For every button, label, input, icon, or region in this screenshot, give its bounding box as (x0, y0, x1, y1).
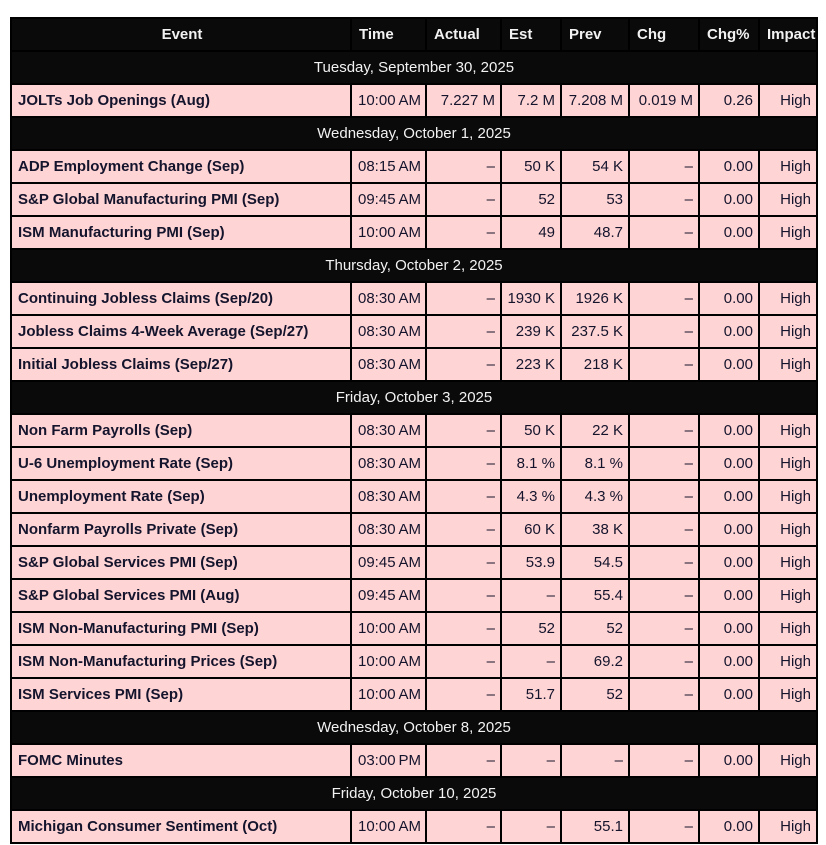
chg-cell: – (629, 216, 699, 249)
time-cell: 10:00 AM (351, 612, 426, 645)
table-row (11, 513, 817, 546)
chg-cell: – (629, 579, 699, 612)
prev-cell: 4.3 % (561, 480, 629, 513)
date-label: Wednesday, October 8, 2025 (11, 711, 817, 744)
impact-cell: High (759, 612, 817, 645)
chg-pct-cell: 0.00 (699, 744, 759, 777)
actual-cell: – (426, 414, 501, 447)
prev-cell: 52 (561, 678, 629, 711)
date-row (11, 381, 817, 414)
header-impact: Impact (759, 18, 817, 51)
date-label: Friday, October 3, 2025 (11, 381, 817, 414)
chg-pct-cell: 0.00 (699, 513, 759, 546)
table-row (11, 282, 817, 315)
prev-cell: 52 (561, 612, 629, 645)
chg-pct-cell: 0.00 (699, 150, 759, 183)
date-row (11, 117, 817, 150)
actual-cell: – (426, 282, 501, 315)
event-cell: Nonfarm Payrolls Private (Sep) (11, 513, 351, 546)
chg-cell: – (629, 447, 699, 480)
prev-cell: 38 K (561, 513, 629, 546)
est-cell: – (501, 744, 561, 777)
chg-pct-cell: 0.00 (699, 348, 759, 381)
impact-cell: High (759, 216, 817, 249)
est-cell: – (501, 645, 561, 678)
chg-pct-cell: 0.00 (699, 579, 759, 612)
est-cell: 51.7 (501, 678, 561, 711)
chg-pct-cell: 0.00 (699, 414, 759, 447)
chg-pct-cell: 0.00 (699, 282, 759, 315)
economic-calendar-table (10, 17, 818, 844)
chg-cell: – (629, 645, 699, 678)
est-cell: 1930 K (501, 282, 561, 315)
prev-cell: 54.5 (561, 546, 629, 579)
prev-cell: 237.5 K (561, 315, 629, 348)
time-cell: 09:45 AM (351, 579, 426, 612)
event-cell: JOLTs Job Openings (Aug) (11, 84, 351, 117)
impact-cell: High (759, 315, 817, 348)
header-chgpct: Chg% (699, 18, 759, 51)
time-cell: 03:00 PM (351, 744, 426, 777)
prev-cell: 48.7 (561, 216, 629, 249)
impact-cell: High (759, 744, 817, 777)
prev-cell: 22 K (561, 414, 629, 447)
chg-cell: – (629, 183, 699, 216)
header-chg: Chg (629, 18, 699, 51)
table-row (11, 612, 817, 645)
chg-pct-cell: 0.00 (699, 678, 759, 711)
chg-cell: – (629, 348, 699, 381)
table-row (11, 546, 817, 579)
time-cell: 08:30 AM (351, 447, 426, 480)
impact-cell: High (759, 282, 817, 315)
time-cell: 10:00 AM (351, 810, 426, 843)
impact-cell: High (759, 150, 817, 183)
actual-cell: – (426, 744, 501, 777)
table-row (11, 84, 817, 117)
date-label: Thursday, October 2, 2025 (11, 249, 817, 282)
time-cell: 10:00 AM (351, 678, 426, 711)
time-cell: 09:45 AM (351, 546, 426, 579)
actual-cell: – (426, 579, 501, 612)
header-actual: Actual (426, 18, 501, 51)
actual-cell: – (426, 678, 501, 711)
table-row (11, 678, 817, 711)
event-cell: ISM Non-Manufacturing PMI (Sep) (11, 612, 351, 645)
event-cell: S&P Global Services PMI (Sep) (11, 546, 351, 579)
est-cell: 239 K (501, 315, 561, 348)
impact-cell: High (759, 579, 817, 612)
date-label: Wednesday, October 1, 2025 (11, 117, 817, 150)
impact-cell: High (759, 513, 817, 546)
table-row (11, 579, 817, 612)
table-row (11, 645, 817, 678)
event-cell: Non Farm Payrolls (Sep) (11, 414, 351, 447)
prev-cell: 53 (561, 183, 629, 216)
actual-cell: – (426, 183, 501, 216)
time-cell: 08:30 AM (351, 480, 426, 513)
est-cell: 223 K (501, 348, 561, 381)
impact-cell: High (759, 480, 817, 513)
event-cell: Continuing Jobless Claims (Sep/20) (11, 282, 351, 315)
impact-cell: High (759, 678, 817, 711)
est-cell: 52 (501, 612, 561, 645)
table-row (11, 480, 817, 513)
impact-cell: High (759, 810, 817, 843)
time-cell: 10:00 AM (351, 216, 426, 249)
event-cell: S&P Global Services PMI (Aug) (11, 579, 351, 612)
header-est: Est (501, 18, 561, 51)
actual-cell: – (426, 315, 501, 348)
impact-cell: High (759, 414, 817, 447)
prev-cell: 69.2 (561, 645, 629, 678)
impact-cell: High (759, 183, 817, 216)
time-cell: 08:30 AM (351, 513, 426, 546)
est-cell: 8.1 % (501, 447, 561, 480)
prev-cell: 218 K (561, 348, 629, 381)
table-row (11, 414, 817, 447)
est-cell: – (501, 810, 561, 843)
chg-pct-cell: 0.00 (699, 612, 759, 645)
time-cell: 08:30 AM (351, 348, 426, 381)
actual-cell: – (426, 546, 501, 579)
prev-cell: 54 K (561, 150, 629, 183)
table-row (11, 315, 817, 348)
time-cell: 08:15 AM (351, 150, 426, 183)
prev-cell: – (561, 744, 629, 777)
chg-cell: – (629, 315, 699, 348)
chg-cell: 0.019 M (629, 84, 699, 117)
est-cell: 60 K (501, 513, 561, 546)
chg-pct-cell: 0.00 (699, 216, 759, 249)
event-cell: Unemployment Rate (Sep) (11, 480, 351, 513)
event-cell: ADP Employment Change (Sep) (11, 150, 351, 183)
event-cell: ISM Manufacturing PMI (Sep) (11, 216, 351, 249)
chg-cell: – (629, 282, 699, 315)
table-row (11, 744, 817, 777)
table-row (11, 447, 817, 480)
chg-pct-cell: 0.00 (699, 480, 759, 513)
chg-cell: – (629, 810, 699, 843)
chg-cell: – (629, 414, 699, 447)
est-cell: 50 K (501, 150, 561, 183)
est-cell: 53.9 (501, 546, 561, 579)
date-label: Friday, October 10, 2025 (11, 777, 817, 810)
chg-pct-cell: 0.00 (699, 447, 759, 480)
date-row (11, 777, 817, 810)
actual-cell: – (426, 216, 501, 249)
chg-cell: – (629, 744, 699, 777)
actual-cell: – (426, 348, 501, 381)
header-row (11, 18, 817, 51)
chg-pct-cell: 0.00 (699, 810, 759, 843)
event-cell: S&P Global Manufacturing PMI (Sep) (11, 183, 351, 216)
actual-cell: – (426, 447, 501, 480)
actual-cell: – (426, 513, 501, 546)
chg-cell: – (629, 678, 699, 711)
time-cell: 10:00 AM (351, 645, 426, 678)
table-row (11, 150, 817, 183)
table-row (11, 348, 817, 381)
header-time: Time (351, 18, 426, 51)
impact-cell: High (759, 546, 817, 579)
table-row (11, 810, 817, 843)
prev-cell: 1926 K (561, 282, 629, 315)
impact-cell: High (759, 645, 817, 678)
time-cell: 09:45 AM (351, 183, 426, 216)
impact-cell: High (759, 447, 817, 480)
chg-cell: – (629, 546, 699, 579)
date-row (11, 249, 817, 282)
chg-pct-cell: 0.26 (699, 84, 759, 117)
prev-cell: 8.1 % (561, 447, 629, 480)
impact-cell: High (759, 84, 817, 117)
actual-cell: 7.227 M (426, 84, 501, 117)
actual-cell: – (426, 612, 501, 645)
chg-pct-cell: 0.00 (699, 645, 759, 678)
chg-cell: – (629, 150, 699, 183)
impact-cell: High (759, 348, 817, 381)
event-cell: U-6 Unemployment Rate (Sep) (11, 447, 351, 480)
est-cell: 50 K (501, 414, 561, 447)
prev-cell: 7.208 M (561, 84, 629, 117)
table-row (11, 183, 817, 216)
header-prev: Prev (561, 18, 629, 51)
time-cell: 08:30 AM (351, 414, 426, 447)
time-cell: 08:30 AM (351, 315, 426, 348)
actual-cell: – (426, 150, 501, 183)
chg-pct-cell: 0.00 (699, 546, 759, 579)
actual-cell: – (426, 645, 501, 678)
est-cell: 49 (501, 216, 561, 249)
header-event: Event (11, 18, 351, 51)
event-cell: ISM Non-Manufacturing Prices (Sep) (11, 645, 351, 678)
chg-pct-cell: 0.00 (699, 315, 759, 348)
event-cell: Initial Jobless Claims (Sep/27) (11, 348, 351, 381)
actual-cell: – (426, 810, 501, 843)
time-cell: 08:30 AM (351, 282, 426, 315)
event-cell: ISM Services PMI (Sep) (11, 678, 351, 711)
chg-cell: – (629, 612, 699, 645)
date-label: Tuesday, September 30, 2025 (11, 51, 817, 84)
event-cell: Michigan Consumer Sentiment (Oct) (11, 810, 351, 843)
actual-cell: – (426, 480, 501, 513)
chg-cell: – (629, 513, 699, 546)
chg-pct-cell: 0.00 (699, 183, 759, 216)
chg-cell: – (629, 480, 699, 513)
prev-cell: 55.4 (561, 579, 629, 612)
date-row (11, 51, 817, 84)
event-cell: Jobless Claims 4-Week Average (Sep/27) (11, 315, 351, 348)
est-cell: 52 (501, 183, 561, 216)
est-cell: 4.3 % (501, 480, 561, 513)
table-header (11, 18, 817, 51)
est-cell: 7.2 M (501, 84, 561, 117)
table-body (11, 51, 817, 843)
prev-cell: 55.1 (561, 810, 629, 843)
time-cell: 10:00 AM (351, 84, 426, 117)
date-row (11, 711, 817, 744)
table-row (11, 216, 817, 249)
event-cell: FOMC Minutes (11, 744, 351, 777)
est-cell: – (501, 579, 561, 612)
